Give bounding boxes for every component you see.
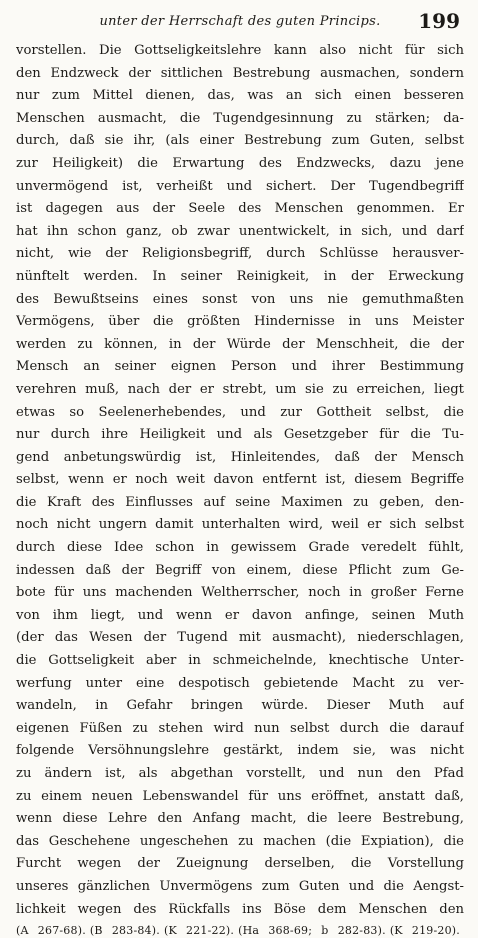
text-line: die Kraft des Einflusses auf seine Maximen zu geben, den- [16, 494, 464, 510]
text-line: (der das Wesen der Tugend mit ausmacht), niederschlagen, [16, 630, 464, 646]
text-line: des Bewußtseins eines sonst von uns nie gemuthmaßten [16, 291, 464, 307]
text-line: das Geschehene ungeschehen zu machen (die Expiation), die [16, 833, 464, 849]
text-line: wandeln, in Gefahr bringen würde. Dieser Muth auf [16, 698, 464, 714]
text-line: vorstellen. Die Gottseligkeitslehre kann also nicht für sich [16, 43, 464, 58]
text-line: lichkeit wegen des Rückfalls ins Böse dem Menschen den [16, 901, 464, 917]
text-line: etwas so Seelenerhebendes, und zur Gottheit selbst, die [16, 404, 464, 420]
text-line: werfung unter eine despotisch gebietende Macht zu ver- [16, 675, 464, 691]
text-line: nicht, wie der Religionsbegriff, durch Schlüsse herausver- [16, 246, 464, 262]
text-line: hat ihn schon ganz, ob zwar unentwickelt, in sich, und darf [16, 223, 464, 239]
page-reference: (Ha 368-69; b 282-83). [238, 924, 386, 938]
text-line: wenn diese Lehre den Anfang macht, die leere Bestrebung, [16, 811, 464, 827]
text-line: Mensch an seiner eignen Person und ihrer Bestimmung [16, 359, 464, 375]
text-line: folgende Versöhnungslehre gestärkt, indem sie, was nicht [16, 743, 464, 759]
text-line: unvermögend ist, verheißt und sichert. Der Tugendbegriff [16, 178, 464, 194]
text-line: die Gottseligkeit aber in schmeichelnde, knechtische Unter- [16, 653, 464, 669]
text-line: Vermögens, über die größten Hindernisse in uns Meister [16, 314, 464, 330]
text-line: nünftelt werden. In seiner Reinigkeit, in der Erweckung [16, 268, 464, 284]
text-line: durch diese Idee schon in gewissem Grade veredelt fühlt, [16, 540, 464, 556]
text-line: noch nicht ungern damit unterhalten wird, weil er sich selbst [16, 517, 464, 533]
text-line: den Endzweck der sittlichen Bestrebung ausmachen, sondern [16, 65, 464, 81]
text-line: zur Heiligkeit) die Erwartung des Endzwecks, dazu jene [16, 155, 464, 171]
running-title: unter der Herrschaft des guten Princips. [99, 14, 381, 29]
text-line: durch, daß sie ihr, (als einer Bestrebung zum Guten, selbst [16, 133, 464, 149]
text-line: verehren muß, nach der er strebt, um sie zu erreichen, liegt [16, 381, 464, 397]
page-references [16, 924, 464, 938]
page-reference: (K 221-22). [163, 924, 235, 938]
text-line: Furcht wegen der Zueignung derselben, die Vorstellung [16, 856, 464, 872]
text-line: bote für uns machenden Weltherrscher, noch in großer Ferne [16, 585, 464, 601]
text-line: ist dagegen aus der Seele des Menschen genommen. Er [16, 201, 464, 217]
text-line: zu ändern ist, als abgethan vorstellt, und nun den Pfad [16, 766, 464, 781]
text-line: selbst, wenn er noch weit davon entfernt ist, diesem Begriffe [16, 472, 464, 488]
text-line: werden zu können, in der Würde der Menschheit, die der [16, 336, 464, 352]
text-line: indessen daß der Begriff von einem, diese Pflicht zum Ge- [16, 562, 464, 578]
body-text [16, 40, 464, 921]
text-line: nur durch ihre Heiligkeit und als Gesetzgeber für die Tu- [16, 427, 464, 443]
text-line: eigenen Füßen zu stehen wird nun selbst durch die darauf [16, 720, 464, 736]
page-reference: (K 219-20). [389, 924, 460, 938]
page-reference: (A 267-68). [16, 924, 86, 938]
text-line: Menschen ausmacht, die Tugendgesinnung zu stärken; da- [16, 110, 464, 126]
page-number: 199 [418, 9, 460, 33]
page-reference: (B 283-84). [89, 924, 160, 938]
text-line: zu einem neuen Lebenswandel für uns eröffnet, anstatt daß, [16, 788, 464, 804]
text-line: von ihm liegt, und wenn er davon anfinge, seinen Muth [16, 607, 464, 623]
running-head [16, 8, 464, 38]
text-line: unseres gänzlichen Unvermögens zum Guten und die Aengst- [16, 878, 464, 894]
text-line: gend anbetungswürdig ist, Hinleitendes, daß der Mensch [16, 449, 464, 465]
text-line: nur zum Mittel dienen, das, was an sich einen besseren [16, 88, 464, 104]
